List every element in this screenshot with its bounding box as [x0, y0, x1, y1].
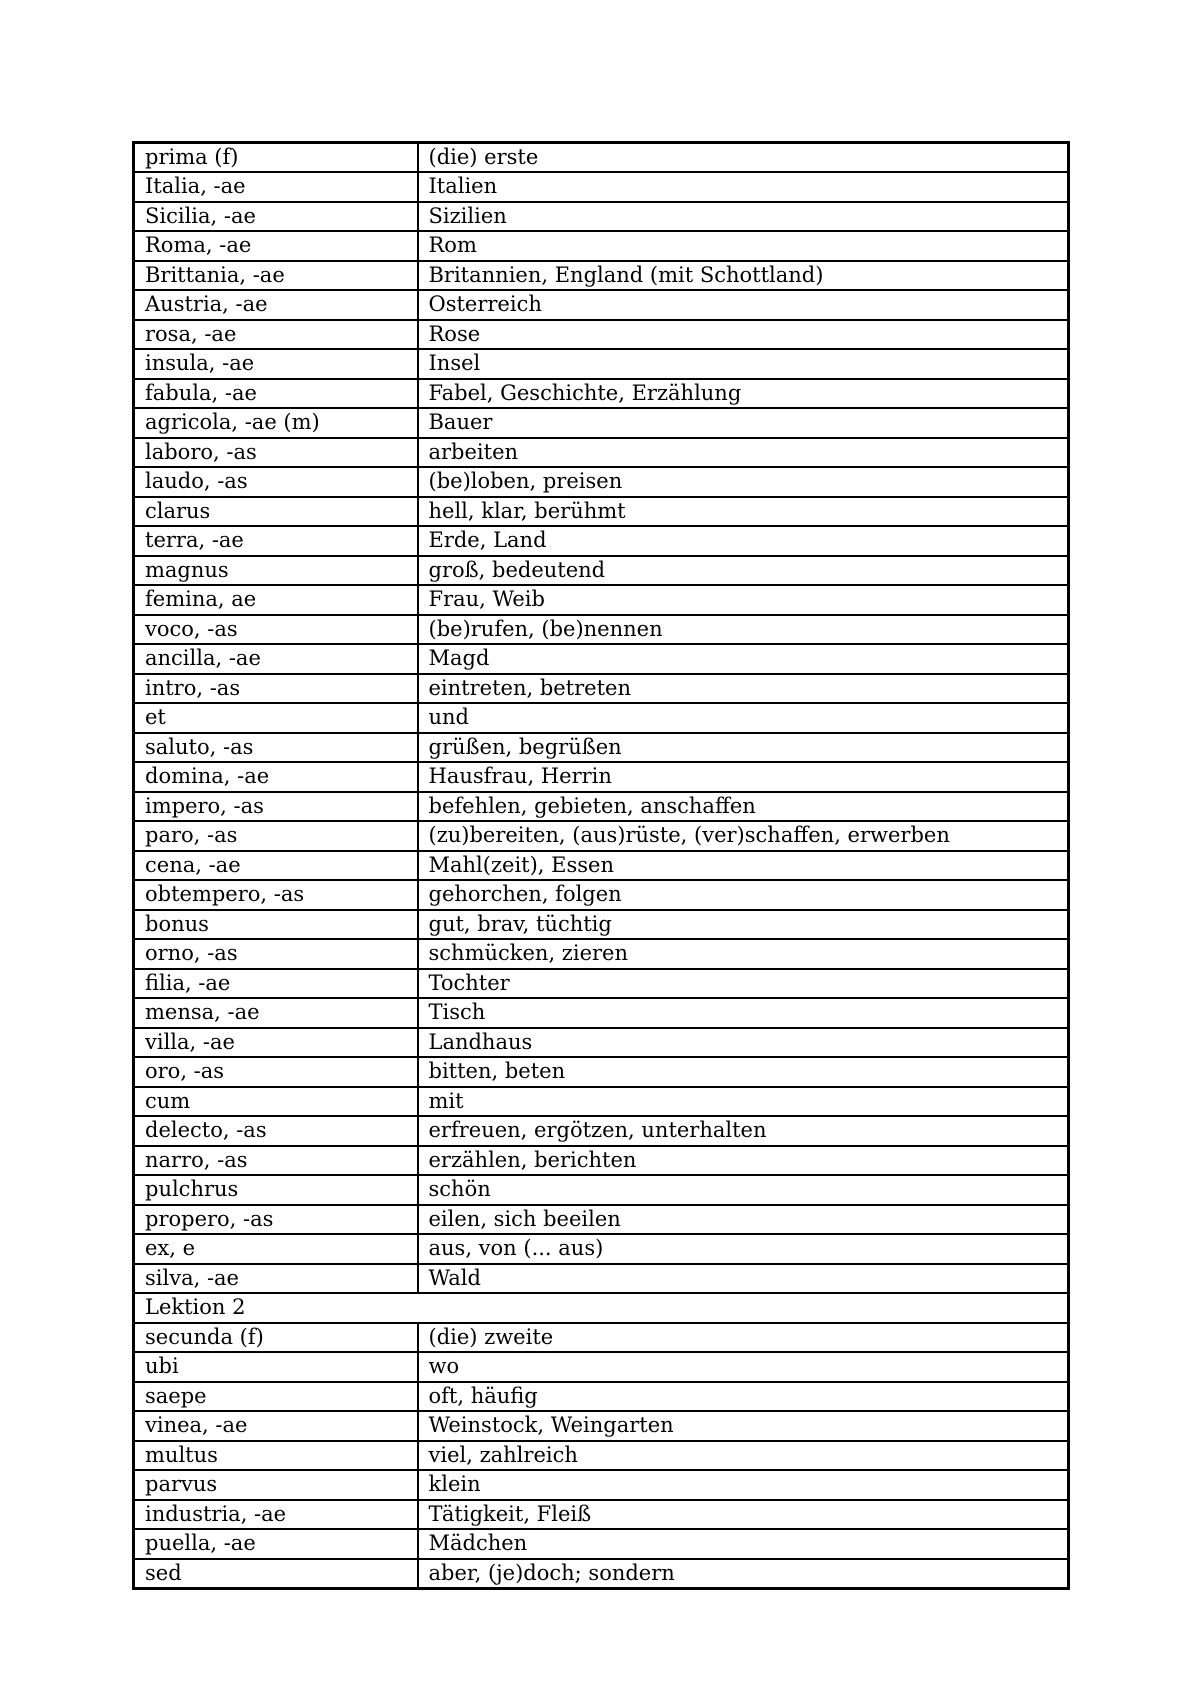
table-row [134, 851, 1069, 881]
table-row [134, 320, 1069, 350]
latin-term-cell: delecto, -as [134, 1116, 418, 1146]
table-row [134, 585, 1069, 615]
table-row [134, 792, 1069, 822]
table-row [134, 556, 1069, 586]
german-translation-cell: (be)rufen, (be)nennen [418, 615, 1069, 645]
latin-term-cell: voco, -as [134, 615, 418, 645]
german-translation-cell: Hausfrau, Herrin [418, 762, 1069, 792]
german-translation-cell: Mädchen [418, 1529, 1069, 1559]
latin-term-cell: cum [134, 1087, 418, 1117]
german-translation-cell: erzählen, berichten [418, 1146, 1069, 1176]
german-translation-cell: (be)loben, preisen [418, 467, 1069, 497]
table-row [134, 1411, 1069, 1441]
german-translation-cell: Erde, Land [418, 526, 1069, 556]
latin-term-cell: fabula, -ae [134, 379, 418, 409]
german-translation-cell: Landhaus [418, 1028, 1069, 1058]
german-translation-cell: (die) zweite [418, 1323, 1069, 1353]
german-translation-cell: Italien [418, 172, 1069, 202]
section-header-cell: Lektion 2 [134, 1293, 1069, 1323]
german-translation-cell: Weinstock, Weingarten [418, 1411, 1069, 1441]
german-translation-cell: Rom [418, 231, 1069, 261]
vocabulary-table-body [134, 143, 1069, 1589]
table-row [134, 290, 1069, 320]
table-row [134, 408, 1069, 438]
german-translation-cell: schmücken, zieren [418, 939, 1069, 969]
section-header-row [134, 1293, 1069, 1323]
german-translation-cell: eintreten, betreten [418, 674, 1069, 704]
german-translation-cell: erfreuen, ergötzen, unterhalten [418, 1116, 1069, 1146]
table-row [134, 1382, 1069, 1412]
latin-term-cell: vinea, -ae [134, 1411, 418, 1441]
latin-term-cell: multus [134, 1441, 418, 1471]
german-translation-cell: Britannien, England (mit Schottland) [418, 261, 1069, 291]
table-row [134, 202, 1069, 232]
latin-term-cell: femina, ae [134, 585, 418, 615]
latin-term-cell: terra, -ae [134, 526, 418, 556]
table-row [134, 1264, 1069, 1294]
german-translation-cell: bitten, beten [418, 1057, 1069, 1087]
latin-term-cell: Italia, -ae [134, 172, 418, 202]
german-translation-cell: groß, bedeutend [418, 556, 1069, 586]
latin-term-cell: oro, -as [134, 1057, 418, 1087]
table-row [134, 1234, 1069, 1264]
latin-term-cell: Roma, -ae [134, 231, 418, 261]
latin-term-cell: agricola, -ae (m) [134, 408, 418, 438]
table-row [134, 261, 1069, 291]
table-row [134, 1175, 1069, 1205]
latin-term-cell: prima (f) [134, 143, 418, 173]
german-translation-cell: klein [418, 1470, 1069, 1500]
table-row [134, 1087, 1069, 1117]
latin-term-cell: rosa, -ae [134, 320, 418, 350]
latin-term-cell: silva, -ae [134, 1264, 418, 1294]
german-translation-cell: und [418, 703, 1069, 733]
german-translation-cell: aber, (je)doch; sondern [418, 1559, 1069, 1589]
table-row [134, 998, 1069, 1028]
table-row [134, 1057, 1069, 1087]
latin-term-cell: ex, e [134, 1234, 418, 1264]
latin-term-cell: Sicilia, -ae [134, 202, 418, 232]
latin-term-cell: puella, -ae [134, 1529, 418, 1559]
german-translation-cell: aus, von (... aus) [418, 1234, 1069, 1264]
latin-term-cell: filia, -ae [134, 969, 418, 999]
latin-term-cell: laboro, -as [134, 438, 418, 468]
table-row [134, 349, 1069, 379]
table-row [134, 1441, 1069, 1471]
latin-term-cell: domina, -ae [134, 762, 418, 792]
table-row [134, 821, 1069, 851]
latin-term-cell: et [134, 703, 418, 733]
german-translation-cell: eilen, sich beeilen [418, 1205, 1069, 1235]
german-translation-cell: Tochter [418, 969, 1069, 999]
german-translation-cell: Insel [418, 349, 1069, 379]
german-translation-cell: Osterreich [418, 290, 1069, 320]
german-translation-cell: wo [418, 1352, 1069, 1382]
vocabulary-table [132, 141, 1070, 1590]
latin-term-cell: saluto, -as [134, 733, 418, 763]
german-translation-cell: grüßen, begrüßen [418, 733, 1069, 763]
table-row [134, 1323, 1069, 1353]
latin-term-cell: intro, -as [134, 674, 418, 704]
latin-term-cell: narro, -as [134, 1146, 418, 1176]
german-translation-cell: gut, brav, tüchtig [418, 910, 1069, 940]
german-translation-cell: Mahl(zeit), Essen [418, 851, 1069, 881]
german-translation-cell: Bauer [418, 408, 1069, 438]
german-translation-cell: arbeiten [418, 438, 1069, 468]
german-translation-cell: oft, häufig [418, 1382, 1069, 1412]
latin-term-cell: propero, -as [134, 1205, 418, 1235]
table-row [134, 1205, 1069, 1235]
table-row [134, 1559, 1069, 1589]
table-row [134, 762, 1069, 792]
german-translation-cell: viel, zahlreich [418, 1441, 1069, 1471]
latin-term-cell: secunda (f) [134, 1323, 418, 1353]
german-translation-cell: Sizilien [418, 202, 1069, 232]
latin-term-cell: Austria, -ae [134, 290, 418, 320]
latin-term-cell: pulchrus [134, 1175, 418, 1205]
german-translation-cell: Rose [418, 320, 1069, 350]
latin-term-cell: orno, -as [134, 939, 418, 969]
latin-term-cell: insula, -ae [134, 349, 418, 379]
table-row [134, 880, 1069, 910]
german-translation-cell: Fabel, Geschichte, Erzählung [418, 379, 1069, 409]
german-translation-cell: Tätigkeit, Fleiß [418, 1500, 1069, 1530]
latin-term-cell: ancilla, -ae [134, 644, 418, 674]
latin-term-cell: magnus [134, 556, 418, 586]
table-row [134, 231, 1069, 261]
german-translation-cell: (zu)bereiten, (aus)rüste, (ver)schaffen, erwerben [418, 821, 1069, 851]
table-row [134, 438, 1069, 468]
german-translation-cell: hell, klar, berühmt [418, 497, 1069, 527]
german-translation-cell: (die) erste [418, 143, 1069, 173]
german-translation-cell: Wald [418, 1264, 1069, 1294]
german-translation-cell: gehorchen, folgen [418, 880, 1069, 910]
latin-term-cell: laudo, -as [134, 467, 418, 497]
german-translation-cell: schön [418, 1175, 1069, 1205]
table-row [134, 1146, 1069, 1176]
table-row [134, 1352, 1069, 1382]
table-row [134, 1500, 1069, 1530]
latin-term-cell: saepe [134, 1382, 418, 1412]
german-translation-cell: Magd [418, 644, 1069, 674]
table-row [134, 674, 1069, 704]
table-row [134, 497, 1069, 527]
latin-term-cell: bonus [134, 910, 418, 940]
latin-term-cell: parvus [134, 1470, 418, 1500]
latin-term-cell: villa, -ae [134, 1028, 418, 1058]
latin-term-cell: paro, -as [134, 821, 418, 851]
table-row [134, 939, 1069, 969]
latin-term-cell: mensa, -ae [134, 998, 418, 1028]
table-row [134, 733, 1069, 763]
table-row [134, 615, 1069, 645]
latin-term-cell: ubi [134, 1352, 418, 1382]
german-translation-cell: Tisch [418, 998, 1069, 1028]
latin-term-cell: sed [134, 1559, 418, 1589]
table-row [134, 703, 1069, 733]
german-translation-cell: mit [418, 1087, 1069, 1117]
latin-term-cell: impero, -as [134, 792, 418, 822]
table-row [134, 1116, 1069, 1146]
table-row [134, 143, 1069, 173]
german-translation-cell: befehlen, gebieten, anschaffen [418, 792, 1069, 822]
table-row [134, 379, 1069, 409]
table-row [134, 969, 1069, 999]
latin-term-cell: clarus [134, 497, 418, 527]
table-row [134, 1529, 1069, 1559]
table-row [134, 910, 1069, 940]
german-translation-cell: Frau, Weib [418, 585, 1069, 615]
latin-term-cell: industria, -ae [134, 1500, 418, 1530]
latin-term-cell: cena, -ae [134, 851, 418, 881]
table-row [134, 644, 1069, 674]
table-row [134, 1470, 1069, 1500]
table-row [134, 526, 1069, 556]
table-row [134, 1028, 1069, 1058]
table-row [134, 172, 1069, 202]
latin-term-cell: Brittania, -ae [134, 261, 418, 291]
latin-term-cell: obtempero, -as [134, 880, 418, 910]
table-row [134, 467, 1069, 497]
